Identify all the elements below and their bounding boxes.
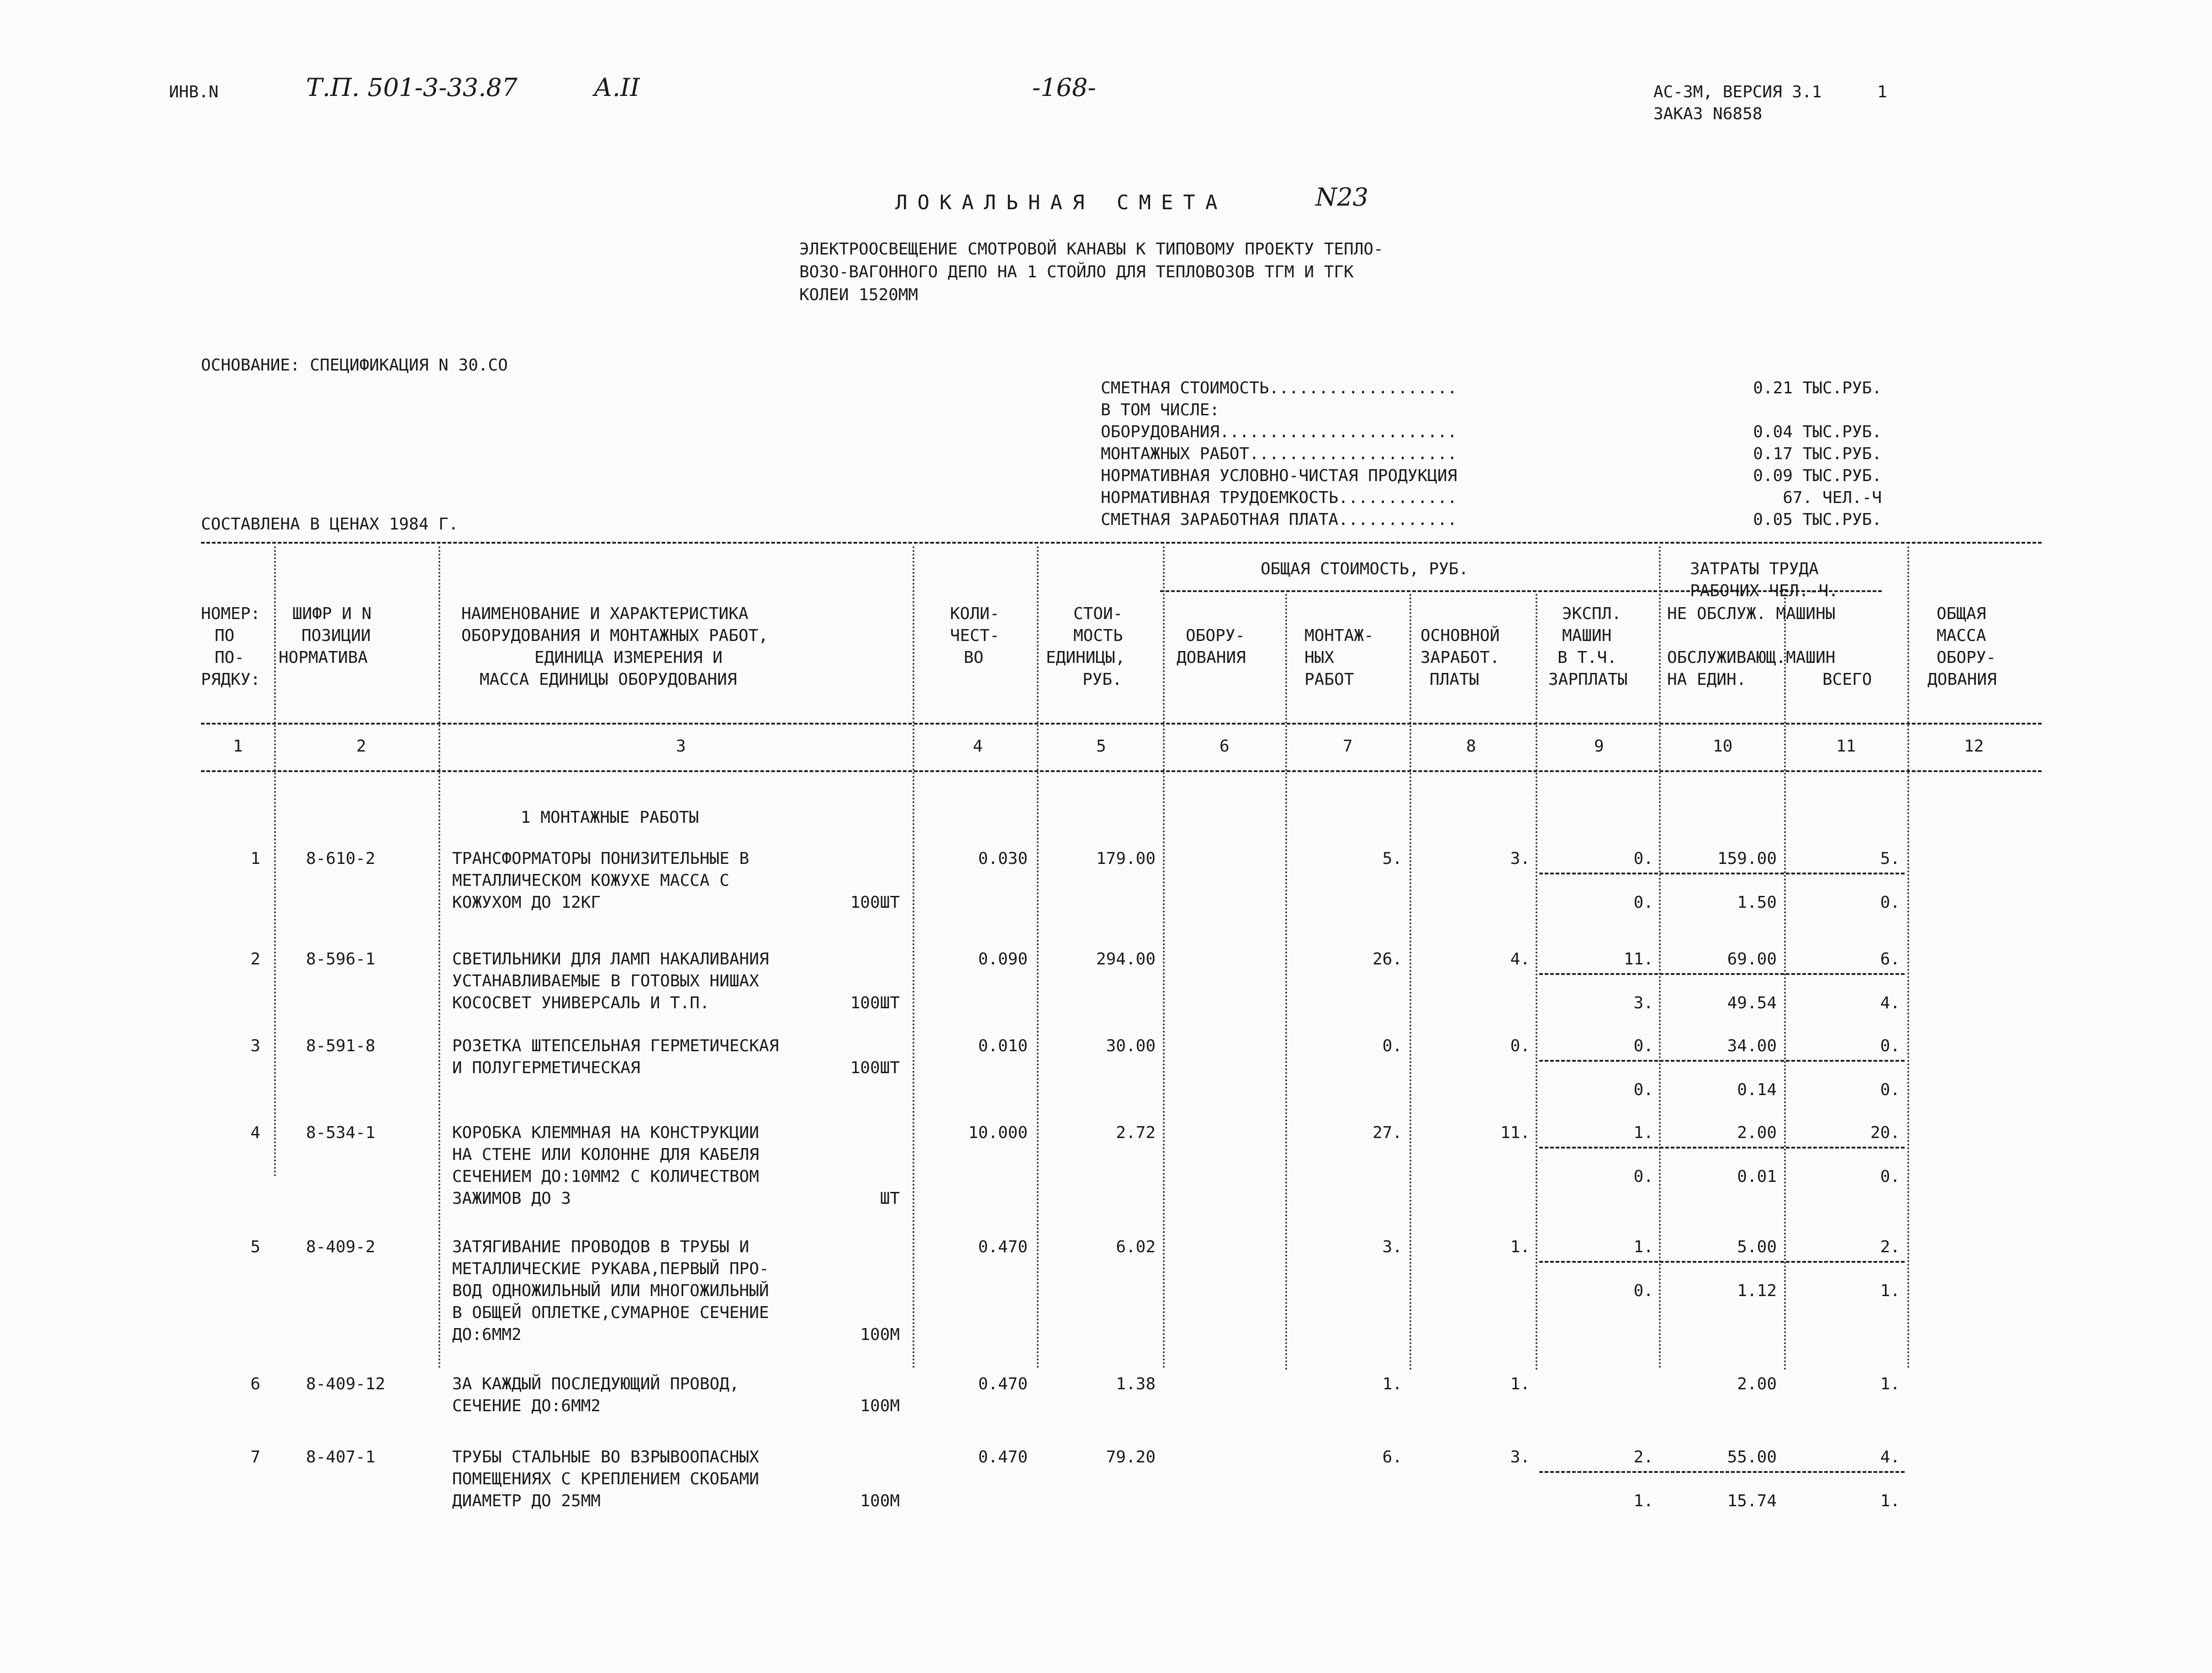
header-c9: ЗАРПЛАТЫ	[1548, 670, 1628, 689]
row-number: 5	[250, 1238, 260, 1256]
row-price: 294.00	[1096, 950, 1156, 969]
row-name: ПОМЕЩЕНИЯХ С КРЕПЛЕНИЕМ СКОБАМИ	[452, 1470, 759, 1488]
row-mont: 27.	[1372, 1123, 1402, 1142]
row-sub-rule	[1539, 973, 1905, 975]
row-name: КОЖУХОМ ДО 12КГ	[452, 893, 601, 912]
row-number: 6	[250, 1375, 260, 1393]
row-name: УСТАНАВЛИВАЕМЫЕ В ГОТОВЫХ НИШАХ	[452, 972, 759, 990]
row-name: ТРАНСФОРМАТОРЫ ПОНИЗИТЕЛЬНЫЕ В	[452, 849, 750, 868]
row-labor-unit: 2.00	[1737, 1375, 1777, 1393]
album-code: А.II	[594, 73, 640, 102]
header-c10: НА ЕДИН.	[1667, 670, 1747, 689]
summary-label: СМЕТНАЯ ЗАРАБОТНАЯ ПЛАТА............	[1101, 510, 1457, 529]
subtitle-line-1: ЭЛЕКТРООСВЕЩЕНИЕ СМОТРОВОЙ КАНАВЫ К ТИПОВОМУ ПРОЕКТУ ТЕПЛО-	[799, 240, 1383, 259]
row-name: ЗА КАЖДЫЙ ПОСЛЕДУЮЩИЙ ПРОВОД,	[452, 1375, 739, 1393]
row-mach-wage: 0.	[1633, 1281, 1653, 1300]
row-labor-unit: 2.00	[1737, 1123, 1777, 1142]
row-wage: 1.	[1510, 1238, 1530, 1256]
header-rule	[201, 723, 2042, 725]
header-c1: ПО	[215, 626, 235, 645]
row-code: 8-409-12	[306, 1375, 385, 1393]
header-c1: ПО-	[215, 648, 245, 667]
row-qty: 0.030	[978, 849, 1028, 868]
row-name: КОРОБКА КЛЕММНАЯ НА КОНСТРУКЦИИ	[452, 1123, 759, 1142]
summary-value: 0.21 ТЫС.РУБ.	[1753, 379, 1882, 397]
header-c12: ДОВАНИЯ	[1927, 670, 1997, 689]
row-name: ДИАМЕТР ДО 25ММ	[452, 1492, 601, 1510]
row-code: 8-407-1	[306, 1448, 375, 1467]
header-c3: МАССА ЕДИНИЦЫ ОБОРУДОВАНИЯ	[480, 670, 737, 689]
row-name: РОЗЕТКА ШТЕПСЕЛЬНАЯ ГЕРМЕТИЧЕСКАЯ	[452, 1037, 779, 1055]
column-number: 5	[1096, 737, 1106, 756]
header-c10: НЕ ОБСЛУЖ. МАШИНЫ	[1667, 604, 1836, 623]
row-price: 6.02	[1116, 1238, 1156, 1256]
header-c1: НОМЕР:	[201, 604, 261, 623]
summary-label: НОРМАТИВНАЯ УСЛОВНО-ЧИСТАЯ ПРОДУКЦИЯ	[1101, 466, 1457, 485]
row-qty: 10.000	[968, 1123, 1028, 1142]
summary-label: В ТОМ ЧИСЛЕ:	[1101, 401, 1220, 419]
row-name: В ОБЩЕЙ ОПЛЕТКЕ,СУМАРНОЕ СЕЧЕНИЕ	[452, 1303, 769, 1322]
row-mont: 5.	[1382, 849, 1402, 868]
inventory-label: ИНВ.N	[169, 83, 219, 101]
document-title: ЛОКАЛЬНАЯ СМЕТА	[895, 191, 1228, 214]
row-labor-unit: 5.00	[1737, 1238, 1777, 1256]
numbers-rule	[201, 770, 2042, 772]
row-mach: 2.	[1633, 1448, 1653, 1467]
table-row	[0, 948, 2212, 1026]
row-name: МЕТАЛЛИЧЕСКИЕ РУКАВА,ПЕРВЫЙ ПРО-	[452, 1260, 769, 1278]
row-labor-total-2: 4.	[1880, 994, 1900, 1012]
section-title: 1 МОНТАЖНЫЕ РАБОТЫ	[521, 808, 699, 827]
summary-label: НОРМАТИВНАЯ ТРУДОЕМКОСТЬ............	[1101, 488, 1457, 507]
row-labor-total: 1.	[1880, 1375, 1900, 1393]
row-number: 2	[250, 950, 260, 969]
column-number: 11	[1836, 737, 1856, 756]
project-code: Т.П. 501-3-33.87	[306, 73, 518, 102]
row-unit: 100М	[860, 1397, 900, 1415]
header-c10: ОБСЛУЖИВАЮЩ.МАШИН	[1667, 648, 1836, 667]
row-unit: 100М	[860, 1325, 900, 1344]
sheet-number: 1	[1877, 83, 1887, 101]
row-labor-total-2: 1.	[1880, 1281, 1900, 1300]
row-unit: 100ШТ	[850, 893, 900, 912]
summary-value: 0.17 ТЫС.РУБ.	[1753, 445, 1882, 463]
column-number: 3	[676, 737, 686, 756]
header-c12: ОБОРУ-	[1937, 648, 1996, 667]
header-c1: РЯДКУ:	[201, 670, 261, 689]
row-unit: 100М	[860, 1492, 900, 1510]
row-labor-total: 0.	[1880, 1037, 1900, 1055]
row-labor-total: 4.	[1880, 1448, 1900, 1467]
row-mach: 0.	[1633, 1037, 1653, 1055]
row-labor-unit-2: 1.12	[1737, 1281, 1777, 1300]
row-labor-total: 6.	[1880, 950, 1900, 969]
header-c2: НОРМАТИВА	[279, 648, 368, 667]
header-c7: НЫХ	[1304, 648, 1335, 667]
column-number: 2	[356, 737, 366, 756]
row-qty: 0.470	[978, 1238, 1028, 1256]
row-mont: 6.	[1382, 1448, 1402, 1467]
header-c9: МАШИН	[1562, 626, 1612, 645]
row-labor-total-2: 0.	[1880, 1080, 1900, 1099]
header-c4: КОЛИ-	[950, 604, 1000, 623]
header-c5: СТОИ-	[1073, 604, 1123, 623]
header-c9: В Т.Ч.	[1557, 648, 1617, 667]
header-c7: РАБОТ	[1304, 670, 1354, 689]
row-labor-total-2: 1.	[1880, 1492, 1900, 1510]
row-mont: 0.	[1382, 1037, 1402, 1055]
row-labor-unit: 69.00	[1727, 950, 1777, 969]
column-number: 8	[1466, 737, 1476, 756]
table-row	[0, 1122, 2212, 1218]
row-wage: 3.	[1510, 849, 1530, 868]
row-labor-total: 20.	[1870, 1123, 1900, 1142]
column-number: 1	[233, 737, 243, 756]
header-c6: ОБОРУ-	[1186, 626, 1246, 645]
row-mach-wage: 0.	[1633, 1080, 1653, 1099]
summary-value: 0.09 ТЫС.РУБ.	[1753, 466, 1882, 485]
row-unit: 100ШТ	[850, 1059, 900, 1077]
row-labor-unit-2: 0.14	[1737, 1080, 1777, 1099]
header-c5: МОСТЬ	[1073, 626, 1123, 645]
header-labor: РАБОЧИХ ЧЕЛ.-Ч.	[1690, 582, 1839, 600]
header-c2: ПОЗИЦИИ	[301, 626, 371, 645]
row-name: И ПОЛУГЕРМЕТИЧЕСКАЯ	[452, 1059, 640, 1077]
row-name: ДО:6ММ2	[452, 1325, 522, 1344]
row-mont: 1.	[1382, 1375, 1402, 1393]
row-labor-unit: 55.00	[1727, 1448, 1777, 1467]
header-c3: ОБОРУДОВАНИЯ И МОНТАЖНЫХ РАБОТ,	[461, 626, 768, 645]
row-sub-rule	[1539, 1261, 1905, 1263]
row-labor-total: 5.	[1880, 849, 1900, 868]
row-name: ТРУБЫ СТАЛЬНЫЕ ВО ВЗРЫВООПАСНЫХ	[452, 1448, 759, 1467]
row-code: 8-610-2	[306, 849, 375, 868]
table-row	[0, 1236, 2212, 1350]
row-mont: 26.	[1372, 950, 1402, 969]
row-labor-unit: 159.00	[1717, 849, 1777, 868]
row-labor-total: 2.	[1880, 1238, 1900, 1256]
subtitle-line-2: ВОЗО-ВАГОННОГО ДЕПО НА 1 СТОЙЛО ДЛЯ ТЕПЛОВОЗОВ ТГМ И ТГК	[799, 263, 1354, 281]
header-c6: ДОВАНИЯ	[1177, 648, 1246, 667]
header-c12: МАССА	[1937, 626, 1986, 645]
row-name: ЗАЖИМОВ ДО 3	[452, 1189, 571, 1208]
estimate-number: N23	[1315, 183, 1368, 212]
row-sub-rule	[1539, 1060, 1905, 1062]
row-number: 7	[250, 1448, 260, 1467]
summary-value: 67. ЧЕЛ.-Ч	[1783, 488, 1882, 507]
row-wage: 1.	[1510, 1375, 1530, 1393]
header-c4: ВО	[964, 648, 984, 667]
header-c3: ЕДИНИЦА ИЗМЕРЕНИЯ И	[534, 648, 723, 667]
row-name: СЕЧЕНИЕ ДО:6ММ2	[452, 1397, 601, 1415]
column-number: 4	[973, 737, 983, 756]
row-price: 79.20	[1106, 1448, 1156, 1467]
header-c8: ПЛАТЫ	[1430, 670, 1479, 689]
summary-value: 0.04 ТЫС.РУБ.	[1753, 423, 1882, 441]
row-number: 4	[250, 1123, 260, 1142]
row-mont: 3.	[1382, 1238, 1402, 1256]
row-wage: 4.	[1510, 950, 1530, 969]
summary-label: СМЕТНАЯ СТОИМОСТЬ...................	[1101, 379, 1457, 397]
row-labor-total-2: 0.	[1880, 1167, 1900, 1186]
header-c2: ШИФР И N	[292, 604, 372, 623]
column-number: 6	[1220, 737, 1230, 756]
row-name: ЗАТЯГИВАНИЕ ПРОВОДОВ В ТРУБЫ И	[452, 1238, 750, 1256]
header-c8: ОСНОВНОЙ	[1420, 626, 1500, 645]
row-wage: 11.	[1500, 1123, 1530, 1142]
row-wage: 3.	[1510, 1448, 1530, 1467]
row-mach-wage: 0.	[1633, 893, 1653, 912]
column-number: 10	[1713, 737, 1733, 756]
page-number: -168-	[1032, 73, 1096, 102]
row-mach-wage: 0.	[1633, 1167, 1653, 1186]
row-qty: 0.090	[978, 950, 1028, 969]
row-labor-unit-2: 0.01	[1737, 1167, 1777, 1186]
header-c8: ЗАРАБОТ.	[1420, 648, 1500, 667]
header-c5: РУБ.	[1082, 670, 1122, 689]
header-c4: ЧЕСТ-	[950, 626, 1000, 645]
row-code: 8-591-8	[306, 1037, 375, 1055]
table-row	[0, 1446, 2212, 1524]
table-top-rule	[201, 542, 2042, 544]
header-total-cost: ОБЩАЯ СТОИМОСТЬ, РУБ.	[1261, 560, 1469, 578]
row-name: КОСОСВЕТ УНИВЕРСАЛЬ И Т.П.	[452, 994, 710, 1012]
row-qty: 0.470	[978, 1448, 1028, 1467]
row-price: 30.00	[1106, 1037, 1156, 1055]
row-labor-unit-2: 15.74	[1727, 1492, 1777, 1510]
row-unit: ШТ	[880, 1189, 900, 1208]
row-wage: 0.	[1510, 1037, 1530, 1055]
row-mach-wage: 1.	[1633, 1492, 1653, 1510]
table-row	[0, 1373, 2212, 1424]
row-name: МЕТАЛЛИЧЕСКОМ КОЖУХЕ МАССА С	[452, 871, 729, 890]
row-number: 3	[250, 1037, 260, 1055]
column-number: 9	[1594, 737, 1604, 756]
row-mach: 1.	[1633, 1123, 1653, 1142]
row-mach: 0.	[1633, 849, 1653, 868]
row-name: СЕЧЕНИЕМ ДО:10ММ2 С КОЛИЧЕСТВОМ	[452, 1167, 759, 1186]
summary-label: МОНТАЖНЫХ РАБОТ.....................	[1101, 445, 1457, 463]
row-number: 1	[250, 849, 260, 868]
column-number: 12	[1964, 737, 1984, 756]
basis-line: ОСНОВАНИЕ: СПЕЦИФИКАЦИЯ N 30.СО	[201, 356, 508, 375]
row-sub-rule	[1539, 1471, 1905, 1473]
row-mach-wage: 3.	[1633, 994, 1653, 1012]
row-price: 2.72	[1116, 1123, 1156, 1142]
row-labor-total-2: 0.	[1880, 893, 1900, 912]
row-sub-rule	[1539, 1147, 1905, 1149]
summary-label: ОБОРУДОВАНИЯ........................	[1101, 423, 1457, 441]
table-row	[0, 1035, 2212, 1108]
row-name: СВЕТИЛЬНИКИ ДЛЯ ЛАМП НАКАЛИВАНИЯ	[452, 950, 769, 969]
header-c7: МОНТАЖ-	[1304, 626, 1374, 645]
header-c11: ВСЕГО	[1822, 670, 1872, 689]
row-mach: 1.	[1633, 1238, 1653, 1256]
row-sub-rule	[1539, 873, 1905, 874]
row-labor-unit-2: 1.50	[1737, 893, 1777, 912]
row-code: 8-534-1	[306, 1123, 375, 1142]
row-code: 8-596-1	[306, 950, 375, 969]
row-price: 179.00	[1096, 849, 1156, 868]
header-c3: НАИМЕНОВАНИЕ И ХАРАКТЕРИСТИКА	[461, 604, 749, 623]
row-qty: 0.010	[978, 1037, 1028, 1055]
summary-value: 0.05 ТЫС.РУБ.	[1753, 510, 1882, 529]
column-number: 7	[1343, 737, 1353, 756]
row-mach: 11.	[1623, 950, 1653, 969]
price-level-line: СОСТАВЛЕНА В ЦЕНАХ 1984 Г.	[201, 515, 459, 534]
order-number: ЗАКАЗ N6858	[1653, 105, 1763, 123]
row-price: 1.38	[1116, 1375, 1156, 1393]
row-labor-unit-2: 49.54	[1727, 994, 1777, 1012]
table-row	[0, 848, 2212, 926]
row-unit: 100ШТ	[850, 994, 900, 1012]
row-name: ВОД ОДНОЖИЛЬНЫЙ ИЛИ МНОГОЖИЛЬНЫЙ	[452, 1281, 769, 1300]
row-qty: 0.470	[978, 1375, 1028, 1393]
software-version: АС-3М, ВЕРСИЯ 3.1	[1653, 83, 1822, 101]
header-c9: ЭКСПЛ.	[1562, 604, 1622, 623]
row-labor-unit: 34.00	[1727, 1037, 1777, 1055]
header-c5: ЕДИНИЦЫ,	[1046, 648, 1125, 667]
header-c12: ОБЩАЯ	[1937, 604, 1986, 623]
row-code: 8-409-2	[306, 1238, 375, 1256]
row-name: НА СТЕНЕ ИЛИ КОЛОННЕ ДЛЯ КАБЕЛЯ	[452, 1145, 759, 1164]
header-labor: ЗАТРАТЫ ТРУДА	[1690, 560, 1819, 578]
subtitle-line-3: КОЛЕИ 1520ММ	[799, 286, 919, 304]
